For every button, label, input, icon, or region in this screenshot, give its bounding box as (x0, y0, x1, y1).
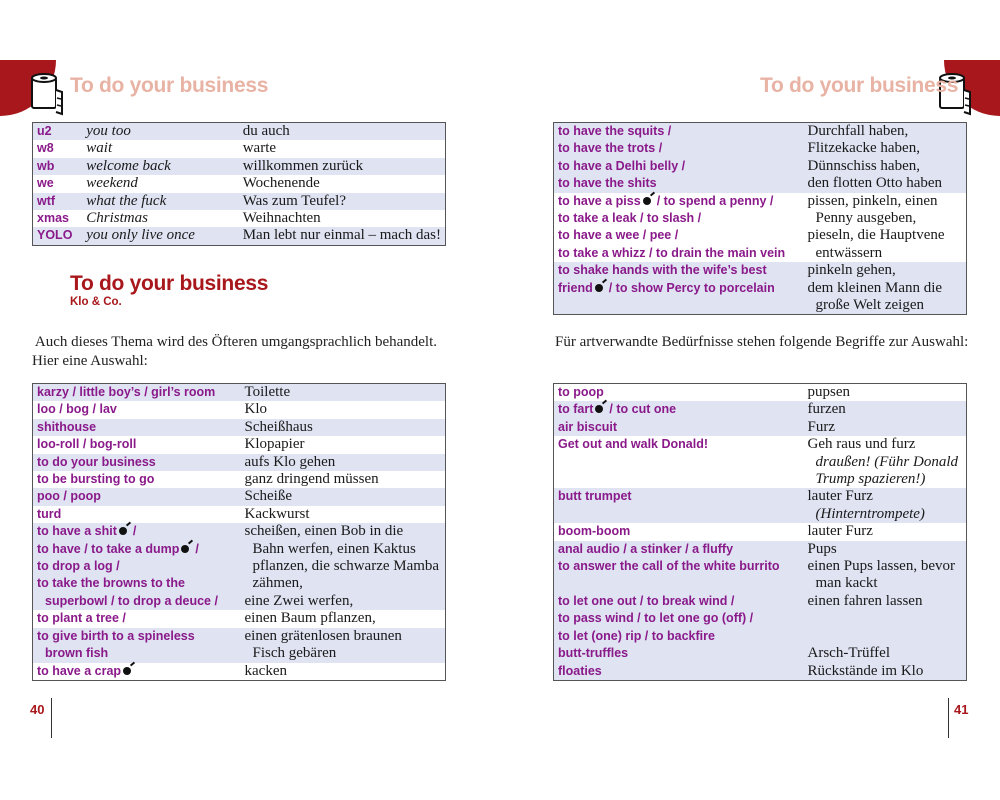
abbreviation-cell (33, 210, 83, 227)
page-divider-right (948, 698, 949, 738)
english-term-cell (554, 628, 804, 645)
table-row (33, 210, 446, 227)
table-row (554, 297, 967, 315)
table-row (33, 628, 446, 645)
german-translation-cell (239, 210, 446, 227)
german-translation: Wochenende (242, 175, 320, 192)
page-divider-left (51, 698, 52, 738)
german-translation: einen Baum pflanzen, (244, 610, 376, 627)
table-row (554, 245, 967, 262)
english-term-continued: / (132, 524, 137, 539)
table-row (554, 193, 967, 210)
english-term-cell (554, 523, 804, 540)
german-translation-cell (804, 541, 967, 558)
table-row (33, 419, 446, 436)
german-translation-cell (804, 663, 967, 681)
intro-line: Auch dieses Thema wird des Öfteren umgangsprachlich behandelt. (32, 334, 438, 350)
english-term-cell (554, 297, 804, 315)
german-translation: pupsen (807, 384, 850, 400)
german-translation: Fisch gebären (252, 645, 337, 662)
german-translation: warte (242, 140, 277, 157)
table-row (33, 193, 446, 210)
english-term: to have a crap (37, 663, 122, 678)
german-translation-cell (239, 158, 446, 175)
german-translation-cell (239, 123, 446, 141)
german-translation-cell (239, 175, 446, 192)
abbreviation-cell (33, 140, 83, 157)
german-translation: Scheißhaus (244, 418, 313, 435)
english-term: butt trumpet (558, 489, 632, 504)
abbreviation: w8 (37, 141, 54, 156)
toilet-roll-icon (28, 72, 64, 116)
english-term: to pass wind / to let one go (off) / (558, 611, 754, 626)
german-translation-cell (241, 488, 446, 505)
german-translation: einen fahren lassen (807, 592, 923, 609)
german-translation: einen grätenlosen braunen (244, 627, 402, 644)
english-term-cell (554, 193, 804, 210)
german-translation: du auch (242, 123, 290, 139)
table-row (554, 262, 967, 279)
german-translation: (Hinterntrompete) (815, 505, 925, 522)
english-term-cell (33, 663, 241, 681)
table-row (33, 506, 446, 523)
table-row (33, 454, 446, 471)
table-row (554, 663, 967, 681)
abbreviation: YOLO (37, 228, 73, 243)
english-term-cell (33, 488, 241, 505)
english-term: to have the squits / (558, 124, 672, 138)
table-row (554, 593, 967, 610)
german-translation: Man lebt nur einmal – mach das! (242, 227, 441, 244)
english-term: shithouse (37, 419, 97, 434)
english-term: poo / poop (37, 489, 101, 504)
english-term-continued: / to spend a penny / (656, 193, 774, 208)
english-term: to plant a tree / (37, 611, 126, 626)
meaning-cell (82, 140, 238, 157)
vocab-table-right-1 (553, 122, 967, 315)
abbreviation-cell (33, 158, 83, 175)
german-translation-cell (804, 575, 967, 592)
table-row (554, 227, 967, 244)
meaning-cell (82, 175, 238, 192)
german-translation-cell (241, 558, 446, 575)
german-translation-cell (804, 210, 967, 227)
english-term: to take a leak / to slash / (558, 211, 702, 226)
english-term: to answer the call of the white burrito (558, 559, 780, 574)
german-translation-cell (804, 523, 967, 540)
german-translation-cell (804, 193, 967, 210)
table-row (554, 454, 967, 471)
german-translation-cell (239, 193, 446, 210)
english-term: to have the trots / (558, 141, 663, 156)
english-term-cell (554, 262, 804, 279)
bomb-icon (595, 284, 603, 292)
table-row (33, 175, 446, 192)
german-translation-cell (241, 436, 446, 453)
german-translation: große Welt zeigen (815, 297, 924, 314)
german-translation: einen Pups lassen, bevor (807, 558, 955, 575)
german-translation-cell (241, 645, 446, 662)
meaning: Christmas (86, 210, 148, 227)
table-row (554, 280, 967, 297)
table-row (33, 384, 446, 402)
english-term-continued: / (195, 541, 199, 556)
german-translation-cell (804, 175, 967, 192)
german-translation-cell (241, 471, 446, 488)
english-term: boom-boom (558, 524, 631, 539)
german-translation-cell (241, 610, 446, 627)
german-translation-cell (804, 558, 967, 575)
german-translation: Geh raus und furz (807, 436, 916, 453)
german-translation: draußen! (Führ Donald (815, 453, 958, 470)
german-translation: zähmen, (252, 575, 303, 592)
german-translation: lauter Furz (807, 488, 873, 505)
english-term-cell (554, 663, 804, 681)
table-row (554, 471, 967, 488)
table-row (554, 140, 967, 157)
english-term-cell (554, 488, 804, 505)
english-term: anal audio / a stinker / a fluffy (558, 541, 734, 556)
meaning: weekend (86, 175, 138, 192)
running-title-left: To do your business (70, 74, 269, 97)
german-translation: Klo (244, 401, 267, 418)
german-translation-cell (239, 140, 446, 157)
german-translation: Furz (807, 418, 835, 435)
table-row (33, 575, 446, 592)
english-term-cell (33, 454, 241, 471)
english-term-continued: / to cut one (609, 402, 677, 417)
english-term-cell (554, 645, 804, 662)
english-term-cell (554, 471, 804, 488)
english-term-cell (554, 575, 804, 592)
table-row (554, 610, 967, 627)
vocab-table-right-2 (553, 383, 967, 681)
table-row (33, 158, 446, 175)
meaning: wait (86, 140, 113, 157)
german-translation: den flotten Otto haben (807, 175, 943, 192)
english-term: to let one out / to break wind / (558, 593, 735, 608)
english-term-cell (33, 471, 241, 488)
english-term-cell (33, 436, 241, 453)
english-term: air biscuit (558, 419, 618, 434)
meaning-cell (82, 227, 238, 245)
german-translation: Kackwurst (244, 505, 310, 522)
english-term: butt-truffles (558, 646, 629, 661)
english-term: to shake hands with the wife’s best (558, 263, 767, 278)
table-row (33, 645, 446, 662)
bomb-icon (123, 667, 131, 675)
english-term: to poop (558, 385, 604, 399)
running-title-right: To do your business (760, 74, 959, 97)
german-translation-cell (241, 419, 446, 436)
meaning: welcome back (86, 157, 171, 174)
table-row (33, 436, 446, 453)
abbreviation: wb (37, 158, 55, 173)
german-translation: Pups (807, 540, 837, 557)
english-term-cell (554, 140, 804, 157)
table-row (33, 123, 446, 141)
table-row (554, 645, 967, 662)
table-row (554, 541, 967, 558)
english-term-cell (554, 401, 804, 418)
english-term-cell (33, 593, 241, 610)
german-translation: pieseln, die Hauptvene (807, 227, 945, 244)
english-term-cell (33, 384, 241, 402)
table-row (33, 227, 446, 245)
german-translation-cell (804, 297, 967, 315)
english-term: to drop a log / (37, 559, 120, 574)
table-row (33, 663, 446, 681)
table-row (554, 158, 967, 175)
english-term-cell (33, 401, 241, 418)
german-translation: Klopapier (244, 436, 305, 453)
german-translation: Arsch-Trüffel (807, 645, 890, 662)
german-translation: Penny ausgeben, (815, 210, 917, 227)
english-term-cell (554, 419, 804, 436)
table-row (554, 575, 967, 592)
table-row (33, 471, 446, 488)
table-row (33, 140, 446, 157)
table-row (33, 523, 446, 540)
table-row (554, 488, 967, 505)
german-translation-cell (804, 610, 967, 627)
english-term-cell (33, 419, 241, 436)
section-subtitle: Klo & Co. (70, 296, 122, 308)
intro-paragraph-right: Für artverwandte Bedürfnisse stehen folgende Begriffe zur Auswahl: (555, 334, 969, 350)
english-term: to have a shit (37, 524, 117, 539)
table-row (554, 558, 967, 575)
german-translation: Dünnschiss haben, (807, 157, 920, 174)
table-row (554, 401, 967, 418)
table-row (33, 401, 446, 418)
english-term-cell (554, 158, 804, 175)
meaning: you too (86, 123, 131, 139)
section-title: To do your business (70, 272, 269, 295)
german-translation-cell (804, 628, 967, 645)
english-term: to let (one) rip / to backfire (558, 628, 715, 643)
english-term: turd (37, 506, 62, 521)
table-row (554, 210, 967, 227)
german-translation-cell (804, 488, 967, 505)
german-translation-cell (804, 262, 967, 279)
table-row (33, 593, 446, 610)
english-term-cell (33, 558, 241, 575)
german-translation: aufs Klo gehen (244, 453, 336, 470)
german-translation: willkommen zurück (242, 157, 364, 174)
table-row (554, 523, 967, 540)
table-row (554, 123, 967, 141)
english-term-cell (33, 610, 241, 627)
german-translation: scheißen, einen Bob in die (244, 523, 404, 540)
vocab-table-left (32, 383, 446, 681)
english-term: to have a piss (558, 193, 641, 208)
english-term: to take the browns to the (37, 576, 185, 591)
abbreviation: wtf (37, 193, 56, 208)
english-term-cell (33, 523, 241, 540)
english-term-cell (33, 506, 241, 523)
page-number-left: 40 (30, 702, 45, 717)
german-translation-cell (804, 245, 967, 262)
english-term: superbowl / to drop a deuce / (45, 593, 218, 608)
english-term-cell (33, 575, 241, 592)
english-term: karzy / little boy’s / girl’s room (37, 385, 216, 399)
english-term: to do your business (37, 454, 156, 469)
german-translation: Scheiße (244, 488, 292, 505)
english-term-cell (554, 210, 804, 227)
abbreviation: u2 (37, 124, 52, 138)
table-row (554, 436, 967, 453)
english-term-cell (554, 123, 804, 141)
english-term: loo / bog / lav (37, 402, 117, 417)
german-translation-cell (241, 454, 446, 471)
abbreviation-cell (33, 123, 83, 141)
english-term-cell (554, 454, 804, 471)
german-translation: Rückstände im Klo (807, 662, 924, 679)
german-translation: Bahn werfen, einen Kaktus (252, 540, 416, 557)
german-translation-cell (804, 593, 967, 610)
english-term: Get out and walk Donald! (558, 437, 709, 452)
english-term-cell (554, 506, 804, 523)
table-row (554, 175, 967, 192)
german-translation: pflanzen, die schwarze Mamba (252, 558, 440, 575)
german-translation-cell (804, 401, 967, 418)
german-translation-cell (804, 123, 967, 141)
german-translation-cell (239, 227, 446, 245)
german-translation-cell (804, 506, 967, 523)
meaning-cell (82, 210, 238, 227)
german-translation-cell (241, 663, 446, 681)
english-term-cell (554, 541, 804, 558)
table-row (33, 488, 446, 505)
meaning: you only live once (86, 227, 195, 244)
table-row (554, 384, 967, 402)
english-term: to fart (558, 402, 594, 417)
english-term: brown fish (45, 646, 109, 661)
german-translation: kacken (244, 662, 287, 679)
english-term-cell (554, 610, 804, 627)
bomb-icon (119, 527, 127, 535)
english-term: floaties (558, 663, 602, 678)
english-term-cell (33, 645, 241, 662)
german-translation: Durchfall haben, (807, 123, 909, 139)
abbreviation-cell (33, 227, 83, 245)
german-translation: Weihnachten (242, 210, 321, 227)
german-translation: Toilette (244, 384, 291, 400)
table-row (33, 541, 446, 558)
german-translation: furzen (807, 401, 846, 418)
german-translation: man kackt (815, 575, 878, 592)
english-term-continued: / to show Percy to porcelain (608, 280, 775, 295)
german-translation-cell (804, 645, 967, 662)
english-term: to have a Delhi belly / (558, 158, 686, 173)
german-translation: Trump spazieren!) (815, 471, 926, 488)
german-translation-cell (804, 419, 967, 436)
english-term: to take a whizz / to drain the main vein (558, 245, 786, 260)
german-translation: entwässern (815, 244, 883, 261)
intro-line: Hier eine Auswahl: (32, 353, 148, 369)
english-term-cell (554, 245, 804, 262)
german-translation: ganz dringend müssen (244, 471, 379, 488)
table-row (554, 506, 967, 523)
german-translation: Was zum Teufel? (242, 192, 346, 209)
english-term: to have a wee / pee / (558, 228, 679, 243)
abbrev-table (32, 122, 446, 246)
meaning-cell (82, 123, 238, 141)
page-number-right: 41 (954, 702, 969, 717)
english-term-cell (554, 436, 804, 453)
meaning: what the fuck (86, 192, 167, 209)
english-term: to have / to take a dump (37, 541, 180, 556)
german-translation: dem kleinen Mann die (807, 279, 943, 296)
german-translation-cell (241, 506, 446, 523)
german-translation-cell (804, 454, 967, 471)
bomb-icon (643, 197, 651, 205)
german-translation-cell (241, 628, 446, 645)
german-translation-cell (804, 436, 967, 453)
english-term: to give birth to a spineless (37, 628, 195, 643)
german-translation-cell (804, 384, 967, 402)
table-row (554, 419, 967, 436)
german-translation: Flitzekacke haben, (807, 140, 920, 157)
table-row (33, 610, 446, 627)
english-term-cell (554, 280, 804, 297)
abbreviation-cell (33, 193, 83, 210)
abbreviation-cell (33, 175, 83, 192)
english-term-cell (554, 175, 804, 192)
table-row (33, 558, 446, 575)
german-translation-cell (241, 593, 446, 610)
german-translation-cell (241, 384, 446, 402)
english-term-cell (554, 227, 804, 244)
german-translation: pinkeln gehen, (807, 262, 896, 279)
bomb-icon (595, 405, 603, 413)
meaning-cell (82, 193, 238, 210)
german-translation-cell (804, 227, 967, 244)
german-translation: lauter Furz (807, 523, 873, 540)
german-translation: eine Zwei werfen, (244, 592, 354, 609)
meaning-cell (82, 158, 238, 175)
german-translation-cell (241, 401, 446, 418)
english-term-cell (554, 558, 804, 575)
english-term-cell (33, 541, 241, 558)
german-translation-cell (241, 541, 446, 558)
german-translation-cell (804, 140, 967, 157)
intro-paragraph-left (32, 333, 437, 371)
german-translation-cell (804, 280, 967, 297)
english-term: to have the shits (558, 176, 657, 191)
english-term-cell (33, 628, 241, 645)
english-term: loo-roll / bog-roll (37, 437, 137, 452)
table-row (554, 628, 967, 645)
german-translation-cell (804, 471, 967, 488)
german-translation: pissen, pinkeln, einen (807, 192, 938, 209)
abbreviation: we (37, 176, 54, 191)
english-term: to be bursting to go (37, 472, 155, 487)
german-translation-cell (241, 523, 446, 540)
german-translation-cell (241, 575, 446, 592)
english-term-cell (554, 384, 804, 402)
german-translation-cell (804, 158, 967, 175)
abbreviation: xmas (37, 211, 69, 226)
english-term: friend (558, 280, 593, 295)
bomb-icon (181, 545, 189, 553)
english-term-cell (554, 593, 804, 610)
